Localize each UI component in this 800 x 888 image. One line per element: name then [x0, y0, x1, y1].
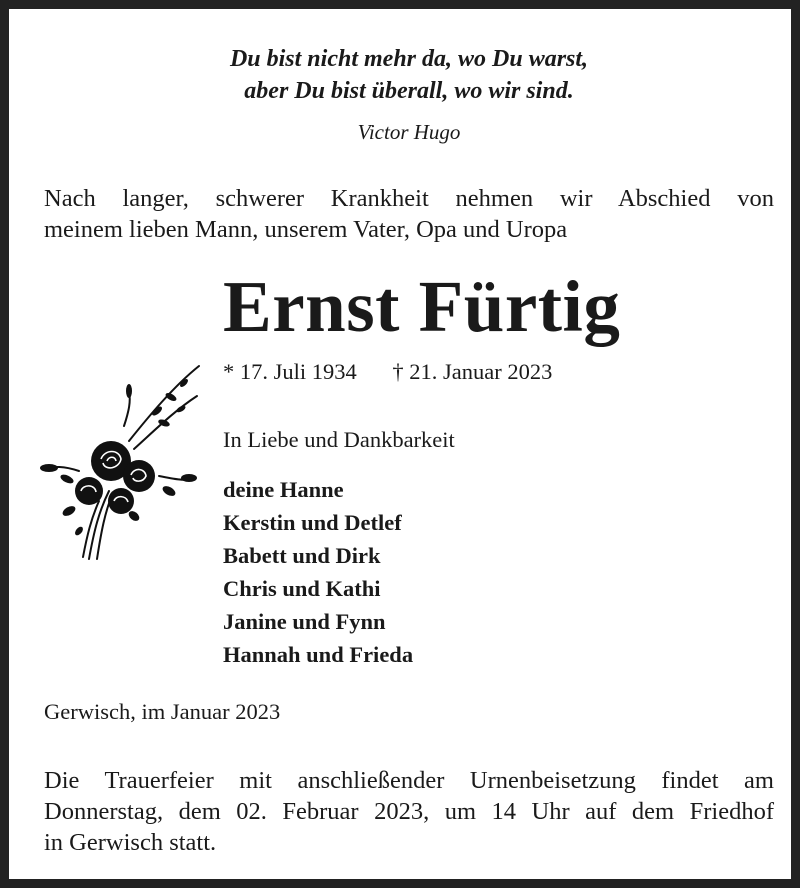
rose-bouquet-icon	[39, 361, 204, 566]
family-member: deine Hanne	[223, 477, 344, 502]
family-member: Kerstin und Detlef	[223, 510, 402, 535]
family-member: Hannah und Frieda	[223, 642, 414, 667]
quote-line-2: aber Du bist überall, wo wir sind.	[244, 78, 574, 104]
thanks-line: In Liebe und Dankbarkeit	[223, 427, 455, 452]
life-dates	[223, 359, 552, 385]
intro-line-2: meinem lieben Mann, unserem Vater, Opa und Uropa	[44, 216, 568, 243]
quote-line-1: Du bist nicht mehr da, wo Du warst,	[229, 46, 589, 72]
family-list	[223, 473, 413, 671]
family-member: Chris und Kathi	[223, 576, 381, 601]
death-date: † 21. Januar 2023	[392, 359, 553, 384]
intro-line-1: Nach langer, schwerer Krankheit nehmen wir Abschied von	[44, 185, 774, 212]
quote-author: Victor Hugo	[357, 120, 461, 144]
place-date: Gerwisch, im Januar 2023	[44, 699, 281, 724]
ceremony-line-2: Donnerstag, dem 02. Februar 2023, um 14 Uhr auf dem Friedhof	[44, 798, 774, 825]
family-member: Janine und Fynn	[223, 609, 386, 634]
ceremony-text	[44, 765, 774, 858]
birth-date: * 17. Juli 1934	[223, 359, 357, 384]
intro-text	[44, 183, 774, 245]
ceremony-line-1: Die Trauerfeier mit anschließender Urnenbeisetzung findet am	[44, 767, 774, 794]
deceased-name: Ernst Fürtig	[223, 266, 621, 347]
ceremony-line-3: in Gerwisch statt.	[44, 829, 217, 856]
family-member: Babett und Dirk	[223, 543, 381, 568]
